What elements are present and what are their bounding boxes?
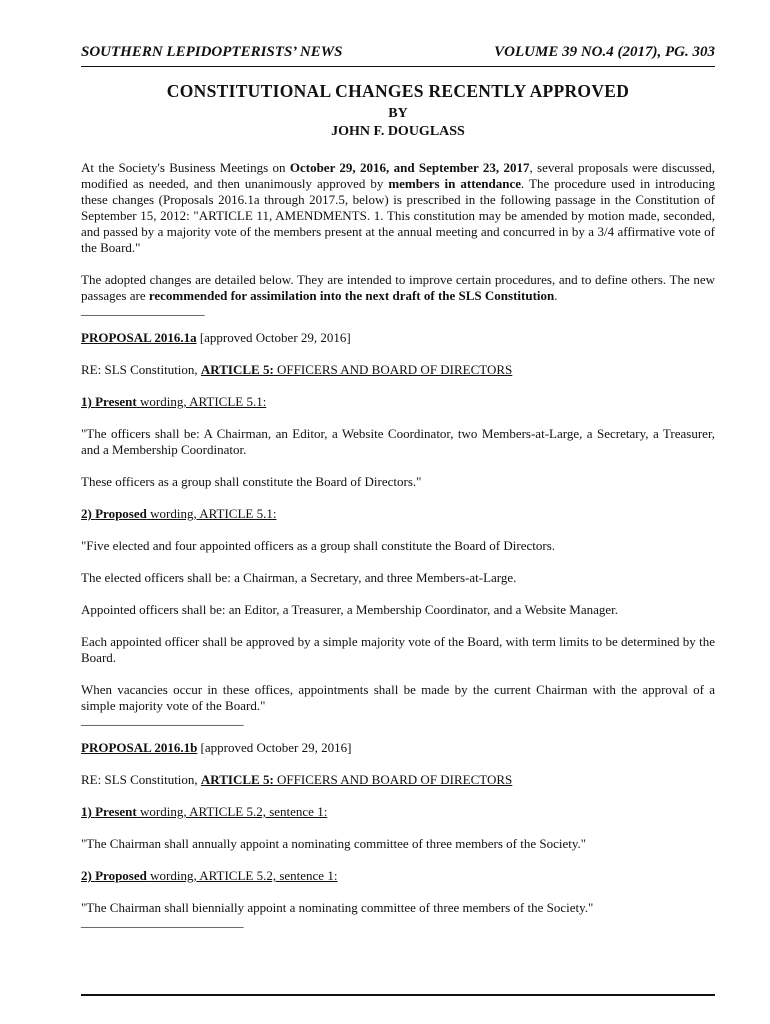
present-wording-heading: 1) Present wording, ARTICLE 5.2, sentence 1: (81, 804, 328, 819)
author-name: JOHN F. DOUGLASS (331, 124, 465, 139)
members-in-attendance: members in attendance (388, 176, 522, 191)
article-title: CONSTITUTIONAL CHANGES RECENTLY APPROVED (166, 81, 630, 101)
present-wording-heading: 1) Present wording, ARTICLE 5.1: (81, 394, 267, 409)
journal-name: SOUTHERN LEPIDOPTERISTS’ NEWS (81, 44, 343, 60)
proposal-heading: PROPOSAL 2016.1a [approved October 29, 2016] (81, 330, 351, 345)
meeting-dates: October 29, 2016, and September 23, 2017 (289, 160, 530, 175)
proposed-text: The elected officers shall be: a Chairman, a Secretary, and three Members-at-Large. (81, 570, 517, 585)
proposed-text: Each appointed officer shall be approved by a simple majority vote of the Board, with term limits to be determined by the Board. (81, 634, 715, 665)
recommendation: recommended for assimilation into the next draft of the SLS Constitution (148, 288, 555, 303)
separator-rule: _________________________ (81, 914, 244, 929)
separator-rule: _________________________ (81, 712, 244, 727)
proposed-text: "The Chairman shall biennially appoint a nominating committee of three members of the Society." (81, 900, 594, 915)
footer-rule (81, 994, 715, 996)
present-text: "The Chairman shall annually appoint a nominating committee of three members of the Society." (81, 836, 587, 851)
proposed-text: When vacancies occur in these offices, appointments shall be made by the current Chairman with the approval of a simple majority vote of the Board." (81, 682, 715, 713)
present-text: These officers as a group shall constitute the Board of Directors." (81, 474, 422, 489)
article-body (81, 160, 715, 928)
volume-page: VOLUME 39 NO.4 (2017), PG. 303 (494, 44, 715, 60)
adopted-paragraph: The adopted changes are detailed below. They are intended to improve certain procedures, and to define others. The new passages are recommended for assimilation into the next draft of the SLS Constitution. (81, 272, 715, 303)
proposal-subject: RE: SLS Constitution, ARTICLE 5: OFFICERS AND BOARD OF DIRECTORS (81, 772, 513, 787)
proposed-wording-heading: 2) Proposed wording, ARTICLE 5.2, sentence 1: (81, 868, 338, 883)
proposal-subject: RE: SLS Constitution, ARTICLE 5: OFFICERS AND BOARD OF DIRECTORS (81, 362, 513, 377)
proposed-text: "Five elected and four appointed officers as a group shall constitute the Board of Directors. (81, 538, 556, 553)
byline-by: BY (388, 106, 408, 121)
proposal-id: PROPOSAL 2016.1a (81, 330, 197, 345)
intro-paragraph: At the Society's Business Meetings on October 29, 2016, and September 23, 2017, several proposals were discussed, modified as needed, and then unanimously approved by members in attendance. The procedure used in introducing these changes (Proposals 2016.1a through 2017.5, below) is prescribed in the following passage in the Constitution of September 15, 2012: "ARTICLE 11, AMENDMENTS. 1. This constitution may be amended by motion made, seconded, and passed by a majority vote of the members present at the annual meeting and concurred in by a 3/4 affirmative vote of the Board." (81, 160, 715, 255)
proposed-wording-heading: 2) Proposed wording, ARTICLE 5.1: (81, 506, 277, 521)
separator-rule: ___________________ (81, 302, 205, 317)
running-header (81, 44, 715, 67)
proposed-text: Appointed officers shall be: an Editor, a Treasurer, a Membership Coordinator, and a Website Manager. (81, 602, 618, 617)
proposal-heading: PROPOSAL 2016.1b [approved October 29, 2016] (81, 740, 352, 755)
proposal-id: PROPOSAL 2016.1b (81, 740, 198, 755)
present-text: "The officers shall be: A Chairman, an Editor, a Website Coordinator, two Members-at-Large, a Secretary, a Treasurer, and a Membership Coordinator. (81, 426, 715, 457)
